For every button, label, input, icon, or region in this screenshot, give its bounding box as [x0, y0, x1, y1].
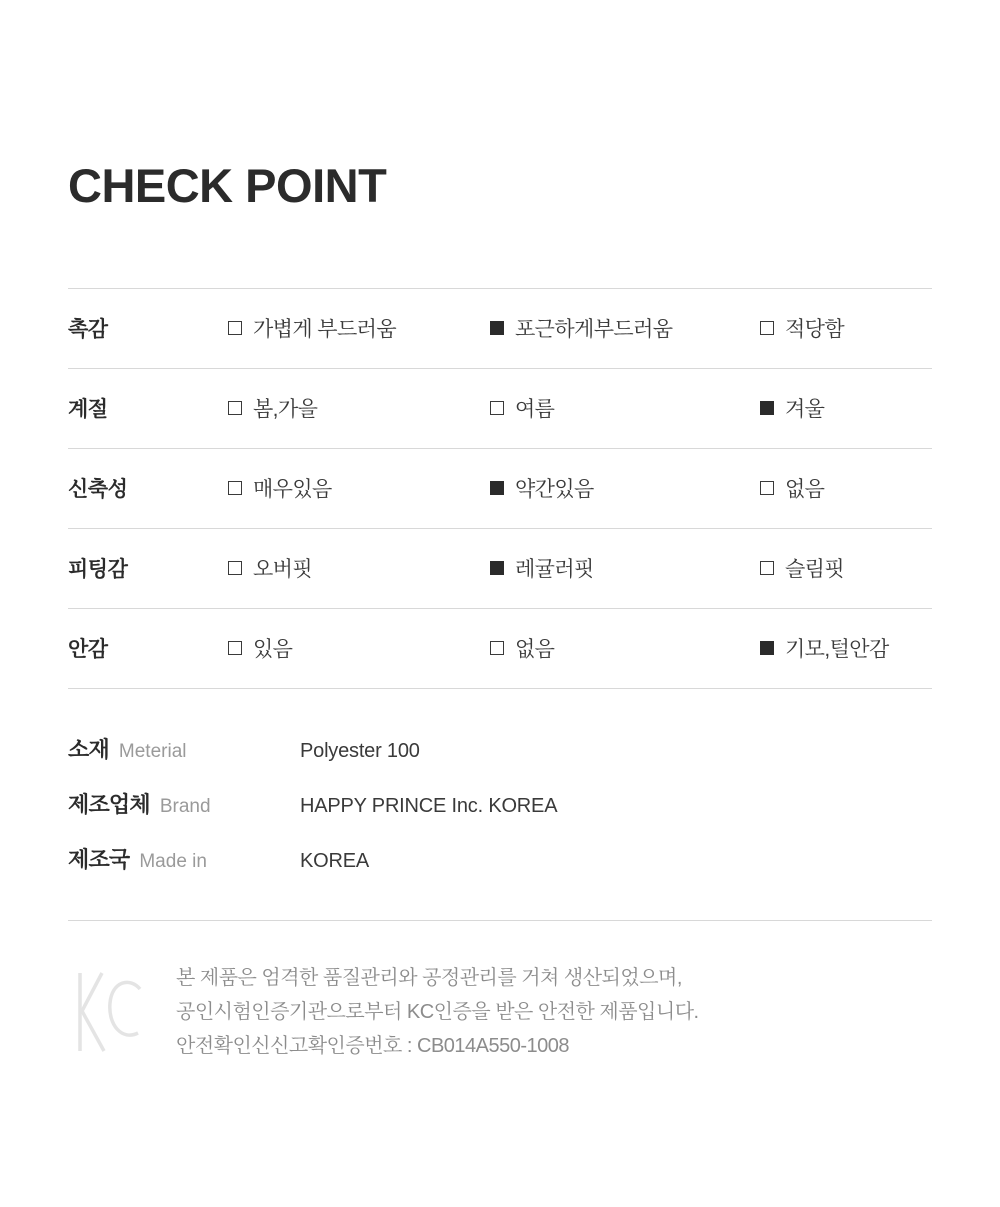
option-label: 레귤러핏 — [515, 558, 594, 582]
info-key-en: Brand — [159, 795, 211, 817]
checkbox-unchecked-icon[interactable] — [228, 561, 242, 575]
option-item[interactable] — [228, 393, 490, 423]
table-row — [68, 449, 932, 529]
option-item[interactable] — [228, 473, 490, 503]
section-divider — [68, 920, 932, 921]
kc-notice-text — [160, 961, 699, 1064]
kc-notice-line: 공인시험인증기관으로부터 KC인증을 받은 안전한 제품입니다. — [176, 1000, 699, 1023]
info-row — [68, 843, 932, 874]
checkbox-unchecked-icon[interactable] — [228, 401, 242, 415]
info-key-kr: 소재 — [68, 736, 109, 762]
option-label: 슬림핏 — [785, 558, 845, 582]
checkbox-checked-icon[interactable] — [490, 321, 504, 335]
option-item[interactable] — [490, 633, 760, 663]
kc-logo-icon — [68, 961, 160, 1062]
option-label: 있음 — [253, 638, 293, 662]
row-label: 신축성 — [68, 478, 128, 502]
option-item[interactable] — [228, 553, 490, 583]
info-value: HAPPY PRINCE Inc. KOREA — [300, 794, 558, 817]
checkbox-checked-icon[interactable] — [490, 481, 504, 495]
info-row — [68, 788, 932, 819]
option-item[interactable] — [490, 473, 760, 503]
option-item[interactable] — [228, 313, 490, 343]
option-label: 봄,가을 — [253, 398, 318, 422]
checkbox-unchecked-icon[interactable] — [228, 321, 242, 335]
option-label: 기모,털안감 — [785, 638, 889, 662]
option-item[interactable] — [760, 633, 889, 663]
table-row — [68, 609, 932, 689]
kc-notice-line: 안전확인신신고확인증번호 : CB014A550-1008 — [176, 1035, 570, 1058]
option-item[interactable] — [760, 313, 844, 343]
info-key-en: Meterial — [118, 740, 187, 762]
row-label: 계절 — [68, 398, 108, 422]
option-label: 적당함 — [785, 318, 845, 342]
option-group — [228, 313, 932, 343]
checkbox-unchecked-icon[interactable] — [760, 321, 774, 335]
info-key — [68, 788, 300, 819]
kc-certification-block — [68, 961, 932, 1064]
table-row — [68, 369, 932, 449]
option-group — [228, 393, 932, 423]
option-label: 오버핏 — [253, 558, 313, 582]
option-item[interactable] — [760, 393, 824, 423]
info-key — [68, 843, 300, 874]
checkbox-unchecked-icon[interactable] — [228, 481, 242, 495]
checkbox-unchecked-icon[interactable] — [490, 641, 504, 655]
option-label: 겨울 — [785, 398, 825, 422]
check-point-table — [68, 288, 932, 689]
checkbox-checked-icon[interactable] — [760, 641, 774, 655]
info-row — [68, 733, 932, 764]
check-point-page — [0, 31, 1000, 1207]
info-key-kr: 제조업체 — [68, 791, 150, 817]
option-item[interactable] — [760, 553, 844, 583]
row-label: 안감 — [68, 638, 108, 662]
info-key-kr: 제조국 — [68, 846, 130, 872]
table-row — [68, 289, 932, 369]
info-value: KOREA — [300, 849, 370, 872]
option-item[interactable] — [760, 473, 824, 503]
product-info-block — [68, 733, 932, 874]
checkbox-unchecked-icon[interactable] — [490, 401, 504, 415]
row-label: 피팅감 — [68, 558, 128, 582]
info-key — [68, 733, 300, 764]
option-label: 가볍게 부드러움 — [253, 318, 397, 342]
option-group — [228, 473, 932, 503]
checkbox-checked-icon[interactable] — [490, 561, 504, 575]
option-item[interactable] — [490, 393, 760, 423]
info-key-en: Made in — [139, 850, 207, 872]
checkbox-checked-icon[interactable] — [760, 401, 774, 415]
option-label: 없음 — [515, 638, 555, 662]
option-group — [228, 553, 932, 583]
option-item[interactable] — [490, 313, 760, 343]
option-label: 여름 — [515, 398, 555, 422]
option-item[interactable] — [490, 553, 760, 583]
option-group — [228, 633, 932, 663]
checkbox-unchecked-icon[interactable] — [228, 641, 242, 655]
option-item[interactable] — [228, 633, 490, 663]
checkbox-unchecked-icon[interactable] — [760, 481, 774, 495]
option-label: 포근하게부드러움 — [515, 318, 673, 342]
page-title: CHECK POINT — [68, 159, 387, 213]
table-row — [68, 529, 932, 609]
row-label: 촉감 — [68, 318, 108, 342]
option-label: 매우있음 — [253, 478, 332, 502]
checkbox-unchecked-icon[interactable] — [760, 561, 774, 575]
info-value: Polyester 100 — [300, 739, 420, 762]
option-label: 없음 — [785, 478, 825, 502]
kc-notice-line: 본 제품은 엄격한 품질관리와 공정관리를 거쳐 생산되었으며, — [176, 966, 682, 989]
option-label: 약간있음 — [515, 478, 594, 502]
